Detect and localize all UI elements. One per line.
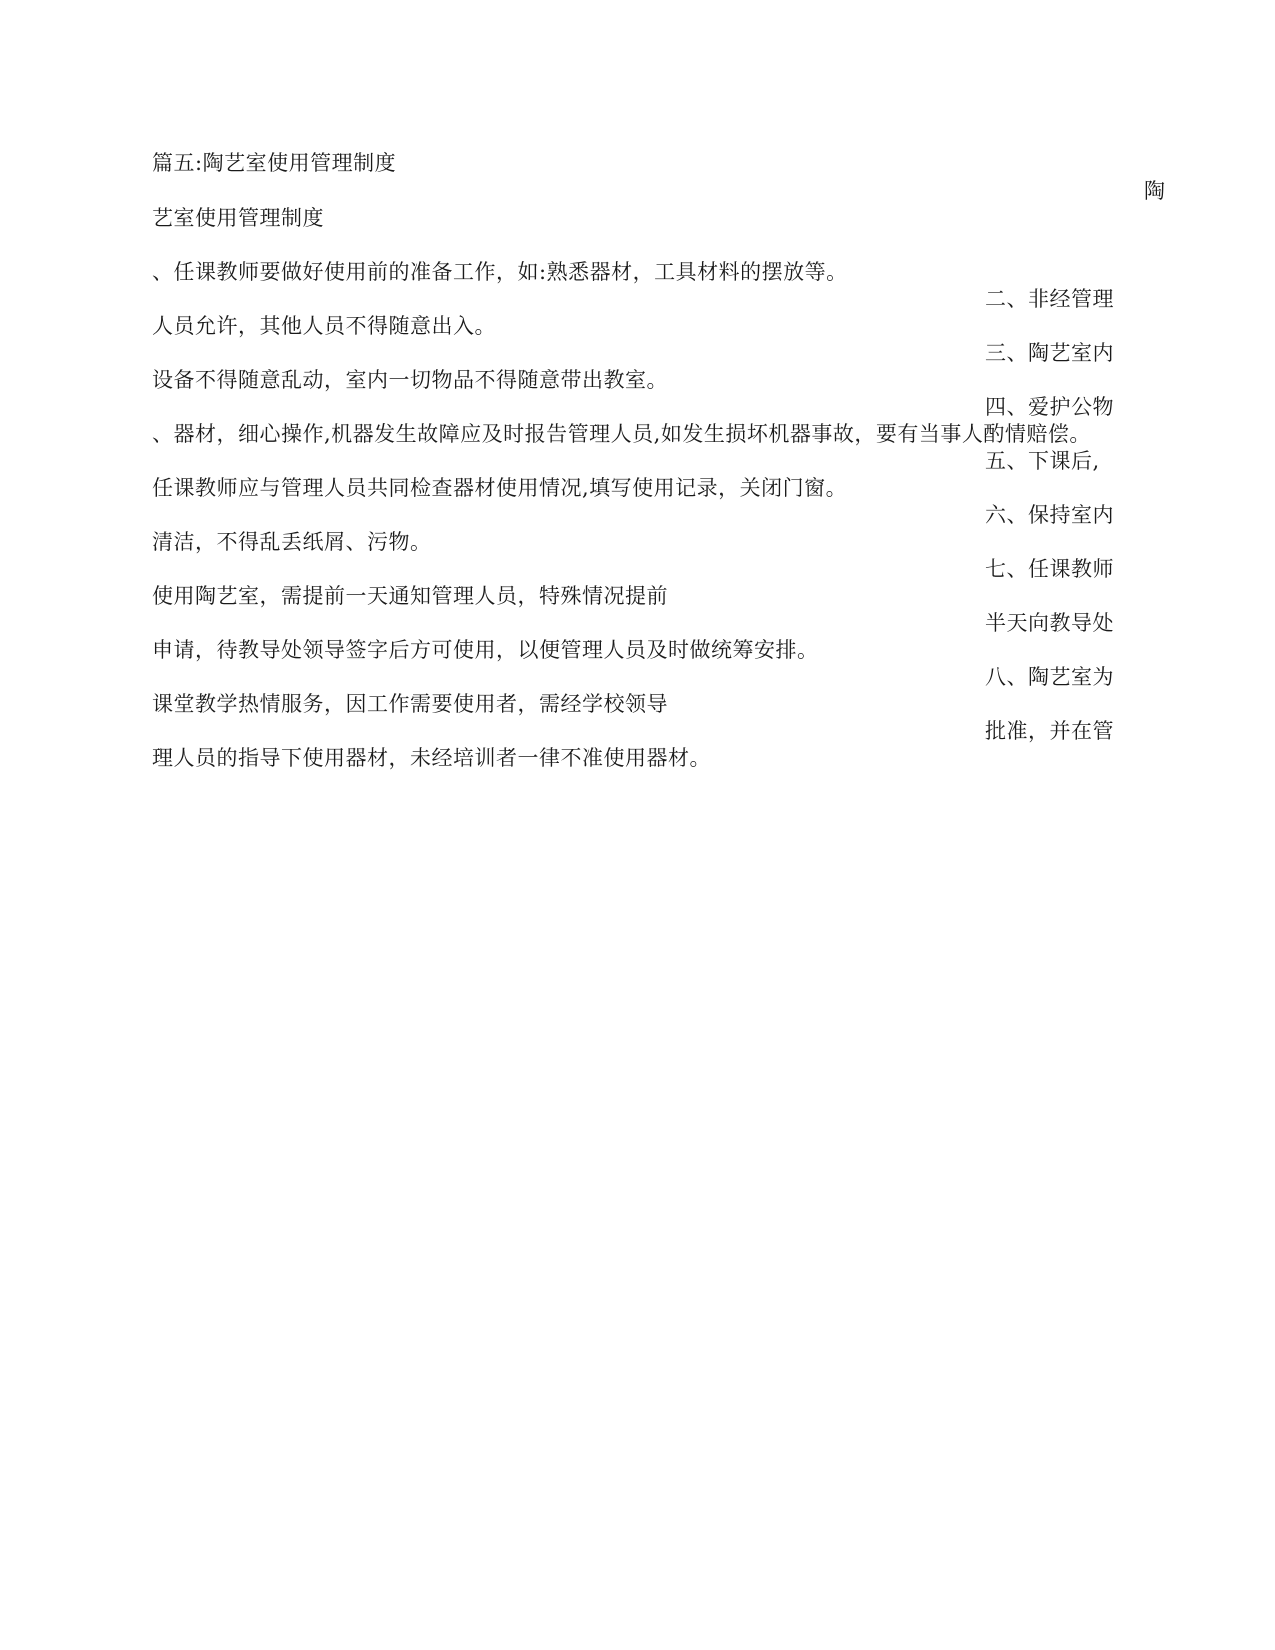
rule-line-8: 申请，待教导处领导签字后方可使用，以便管理人员及时做统筹安排。 [152,638,819,662]
rule-heading-6: 六、保持室内 [985,503,1114,527]
rule-heading-2: 二、非经管理 [985,287,1114,311]
rule-heading-8: 八、陶艺室为 [985,665,1114,689]
rule-heading-4: 四、爱护公物 [985,395,1114,419]
rule-line-6: 清洁，不得乱丢纸屑、污物。 [152,530,432,554]
rule-line-9: 课堂教学热情服务，因工作需要使用者，需经学校领导 [152,692,668,716]
rule-line-7-cont: 半天向教导处 [985,611,1114,635]
rule-line-1: 、任课教师要做好使用前的准备工作，如:熟悉器材，工具材料的摆放等。 [152,260,848,284]
rule-heading-7: 七、任课教师 [985,557,1114,581]
title-continuation: 陶 [1144,179,1166,203]
rule-heading-3: 三、陶艺室内 [985,341,1114,365]
rule-line-3: 设备不得随意乱动，室内一切物品不得随意带出教室。 [152,368,668,392]
rule-line-10: 理人员的指导下使用器材，未经培训者一律不准使用器材。 [152,746,711,770]
rule-line-2: 人员允许，其他人员不得随意出入。 [152,314,496,338]
document-subtitle: 艺室使用管理制度 [152,206,324,230]
document-title: 篇五:陶艺室使用管理制度 [152,151,397,175]
rule-line-5: 任课教师应与管理人员共同检查器材使用情况,填写使用记录，关闭门窗。 [152,476,848,500]
rule-line-4: 、器材，细心操作,机器发生故障应及时报告管理人员,如发生损坏机器事故，要有当事人酌情赔偿。 [152,422,1091,446]
rule-heading-5: 五、下课后, [985,449,1100,473]
rule-line-9-cont: 批准，并在管 [985,719,1114,743]
rule-line-7: 使用陶艺室，需提前一天通知管理人员，特殊情况提前 [152,584,668,608]
